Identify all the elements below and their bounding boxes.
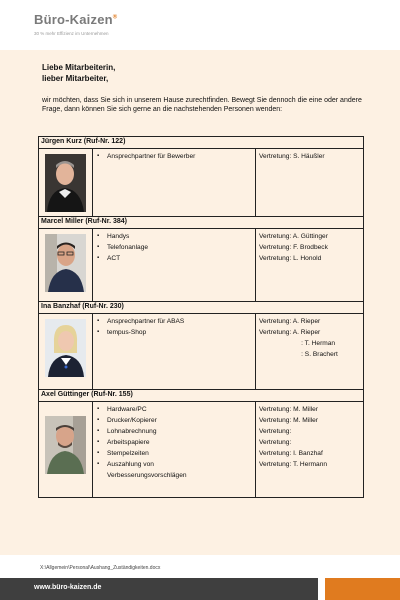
representative-item: Vertretung:	[259, 439, 292, 446]
person-header: Jürgen Kurz (Ruf-Nr. 122)	[39, 137, 364, 149]
task-item: ▪ Lohnabrechnung	[93, 426, 255, 437]
footer-bar	[0, 578, 400, 600]
page-header	[0, 0, 400, 50]
representative-item: Vertretung: M. Miller	[259, 417, 318, 424]
representative-item: Vertretung: S. Häußler	[259, 153, 325, 160]
representative-item: Vertretung: T. Hermann	[259, 461, 328, 468]
person-header: Ina Banzhaf (Ruf-Nr. 230)	[39, 302, 364, 314]
task-item: ▪ tempus-Shop	[93, 327, 255, 338]
representative-item: : S. Brachert	[259, 351, 338, 358]
task-item: ▪ Ansprechpartner für Bewerber	[93, 151, 255, 162]
task-item: ▪ Stempelzeiten	[93, 448, 255, 459]
person-photo	[45, 416, 86, 474]
footer-divider	[318, 578, 325, 600]
company-tagline: 30 % mehr Effizienz im Unternehmen	[34, 31, 109, 36]
representative-list	[256, 314, 363, 360]
task-item: ▪ Auszahlung von	[93, 459, 255, 470]
representative-list	[256, 402, 363, 470]
person-photo	[45, 154, 86, 212]
representative-list	[256, 229, 363, 264]
intro-paragraph: wir möchten, dass Sie sich in unserem Hause zurechtfinden. Bewegt Sie dennoch die eine oder andere Frage, dann können Sie sich gerne an die nachstehenden Personen wenden:	[42, 97, 362, 113]
representative-item: Vertretung:	[259, 428, 292, 435]
task-item-continuation: Verbesserungsvorschlägen	[107, 472, 187, 479]
task-list	[93, 231, 255, 264]
representative-item: Vertretung: L. Honold	[259, 255, 322, 262]
person-photo	[45, 319, 86, 377]
contacts-table	[38, 136, 364, 498]
representative-item: Vertretung: I. Banzhaf	[259, 450, 323, 457]
task-item: ▪ Hardware/PC	[93, 404, 255, 415]
task-list	[93, 316, 255, 338]
company-logo: Büro-Kaizen®	[34, 12, 118, 27]
website-link[interactable]: www.büro-kaizen.de	[34, 584, 102, 591]
document-body	[0, 50, 400, 555]
greeting-line-2: lieber Mitarbeiter,	[42, 73, 109, 83]
footer-accent	[325, 578, 400, 600]
representative-item: Vertretung: A. Güttinger	[259, 233, 328, 240]
task-item: ▪ Drucker/Kopierer	[93, 415, 255, 426]
representative-item: Vertretung: A. Rieper	[259, 318, 321, 325]
task-item: ▪ ACT	[93, 253, 255, 264]
representative-item: Vertretung: F. Brodbeck	[259, 244, 328, 251]
task-list	[93, 151, 255, 162]
file-path: X:\Allgemein\Personal\Aushang_Zuständigkeiten.docx	[40, 565, 161, 571]
task-item: ▪ Handys	[93, 231, 255, 242]
representative-item: : T. Herman	[259, 340, 336, 347]
person-photo	[45, 234, 86, 292]
representative-item: Vertretung: M. Miller	[259, 406, 318, 413]
person-header: Axel Güttinger (Ruf-Nr. 155)	[39, 390, 364, 402]
representative-list	[256, 149, 363, 162]
task-item: ▪ Ansprechpartner für ABAS	[93, 316, 255, 327]
task-item: ▪ Arbeitspapiere	[93, 437, 255, 448]
task-item: ▪ Telefonanlage	[93, 242, 255, 253]
greeting	[42, 63, 115, 84]
representative-item: Vertretung: A. Rieper	[259, 329, 321, 336]
task-list	[93, 404, 255, 481]
person-header: Marcel Miller (Ruf-Nr. 384)	[39, 217, 364, 229]
greeting-line-1: Liebe Mitarbeiterin,	[42, 63, 116, 72]
